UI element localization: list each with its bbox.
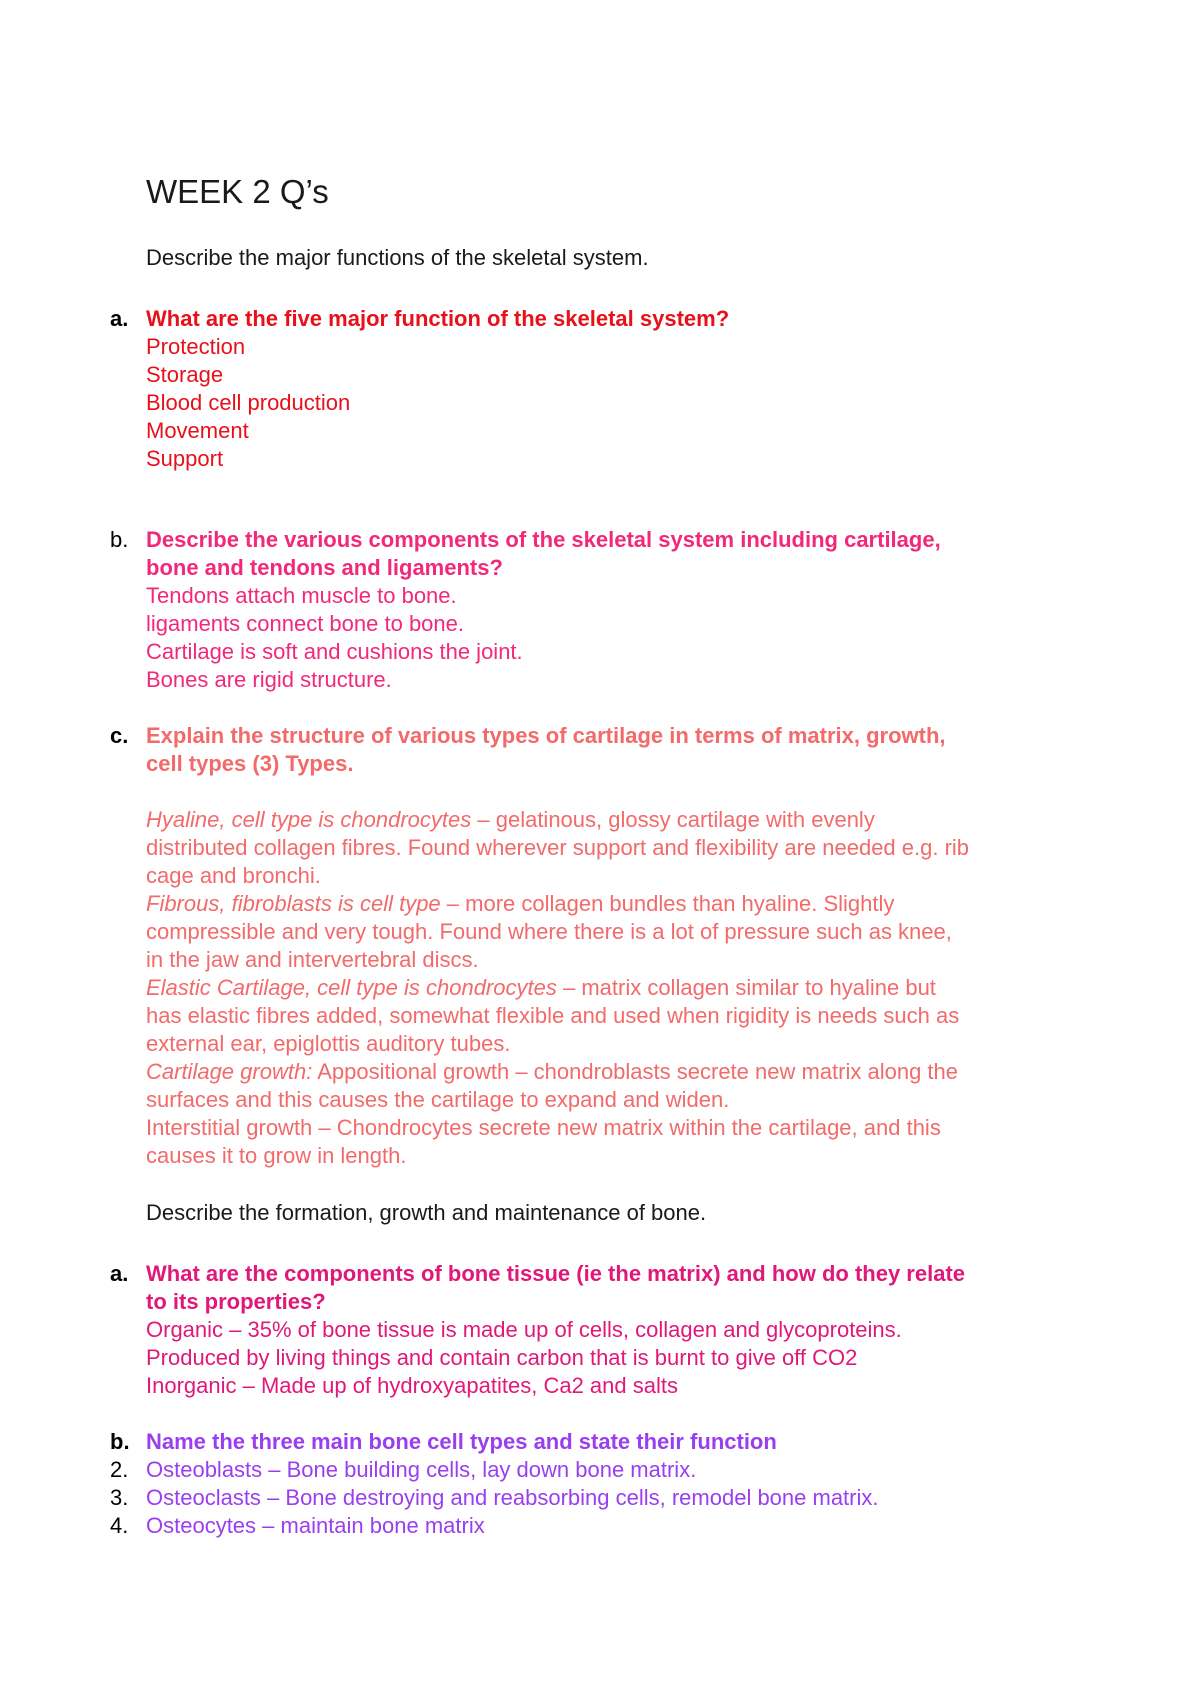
- paragraph-text: cage and bronchi.: [146, 863, 321, 888]
- paragraph-text: has elastic fibres added, somewhat flexible and used when rigidity is needs such as: [146, 1003, 960, 1028]
- cartilage-type-label: Elastic Cartilage, cell type is chondrocytes: [146, 975, 557, 1000]
- answer-line: Protection: [146, 334, 246, 359]
- question-block: [110, 1260, 1070, 1400]
- answer-line: Blood cell production: [146, 390, 351, 415]
- answer-line: Support: [146, 446, 224, 471]
- answer-line: Produced by living things and contain carbon that is burnt to give off CO2: [146, 1345, 858, 1370]
- paragraph-text: – matrix collagen similar to hyaline but: [556, 975, 936, 1000]
- section-intro: Describe the formation, growth and maintenance of bone.: [146, 1200, 707, 1225]
- question-block: [110, 305, 1070, 473]
- question-text: cell types (3) Types.: [146, 751, 354, 776]
- answer-line: ligaments connect bone to bone.: [146, 611, 465, 636]
- list-number: 2.: [110, 1457, 129, 1482]
- cartilage-paragraph: [146, 806, 1070, 834]
- answer-line: Cartilage is soft and cushions the joint.: [146, 639, 523, 664]
- question-text: Explain the structure of various types of cartilage in terms of matrix, growth,: [146, 723, 946, 748]
- answer-line: Storage: [146, 362, 224, 387]
- cartilage-paragraph: [146, 1058, 1070, 1086]
- answer-line: Organic – 35% of bone tissue is made up of cells, collagen and glycoproteins.: [146, 1317, 902, 1342]
- list-number: 4.: [110, 1513, 129, 1538]
- question-block: [110, 1428, 1070, 1540]
- section-intro: Describe the major functions of the skeletal system.: [146, 245, 649, 270]
- paragraph-text: surfaces and this causes the cartilage to expand and widen.: [146, 1087, 730, 1112]
- question-text: Name the three main bone cell types and state their function: [146, 1429, 777, 1454]
- paragraph-text: – more collagen bundles than hyaline. Slightly: [440, 891, 895, 916]
- paragraph-text: distributed collagen fibres. Found wherever support and flexibility are needed e.g. rib: [146, 835, 970, 860]
- question-text: What are the components of bone tissue (ie the matrix) and how do they relate: [146, 1261, 966, 1286]
- answer-line: Tendons attach muscle to bone.: [146, 583, 457, 608]
- question-block: [110, 526, 1070, 694]
- cartilage-type-label: Cartilage growth:: [146, 1059, 313, 1084]
- question-marker: a.: [110, 1261, 129, 1286]
- question-block: [110, 722, 1070, 1170]
- cartilage-paragraph: [146, 890, 1070, 918]
- cartilage-paragraph: [146, 974, 1070, 1002]
- list-item: [110, 1512, 1070, 1540]
- list-item-text: Osteoblasts – Bone building cells, lay down bone matrix.: [146, 1457, 697, 1482]
- paragraph-text: Appositional growth – chondroblasts secrete new matrix along the: [312, 1059, 959, 1084]
- page-title: WEEK 2 Q’s: [146, 173, 329, 210]
- paragraph-text: compressible and very tough. Found where there is a lot of pressure such as knee,: [146, 919, 952, 944]
- numbered-list: [110, 1456, 1070, 1540]
- cartilage-paragraph: [146, 1114, 1070, 1142]
- answer-line: Bones are rigid structure.: [146, 667, 392, 692]
- question-text: What are the five major function of the skeletal system?: [146, 306, 730, 331]
- paragraph-text: – gelatinous, glossy cartilage with evenly: [471, 807, 875, 832]
- question-marker: b.: [110, 1429, 130, 1454]
- answer-line: Movement: [146, 418, 249, 443]
- question-marker: b.: [110, 527, 129, 552]
- paragraph-text: Interstitial growth – Chondrocytes secrete new matrix within the cartilage, and this: [146, 1115, 941, 1140]
- question-text: to its properties?: [146, 1289, 326, 1314]
- list-item-text: Osteoclasts – Bone destroying and reabsorbing cells, remodel bone matrix.: [146, 1485, 879, 1510]
- cartilage-type-label: Fibrous, fibroblasts is cell type: [146, 891, 441, 916]
- list-item-text: Osteocytes – maintain bone matrix: [146, 1513, 485, 1538]
- list-number: 3.: [110, 1485, 129, 1510]
- paragraph-text: causes it to grow in length.: [146, 1143, 407, 1168]
- answer-line: Inorganic – Made up of hydroxyapatites, Ca2 and salts: [146, 1373, 678, 1398]
- question-text: bone and tendons and ligaments?: [146, 555, 503, 580]
- list-item: [110, 1484, 1070, 1512]
- question-text: Describe the various components of the skeletal system including cartilage,: [146, 527, 941, 552]
- paragraph-text: in the jaw and intervertebral discs.: [146, 947, 479, 972]
- cartilage-type-label: Hyaline, cell type is chondrocytes: [146, 807, 472, 832]
- question-marker: a.: [110, 306, 129, 331]
- question-marker: c.: [110, 723, 129, 748]
- paragraph-text: external ear, epiglottis auditory tubes.: [146, 1031, 511, 1056]
- list-item: [110, 1456, 1070, 1484]
